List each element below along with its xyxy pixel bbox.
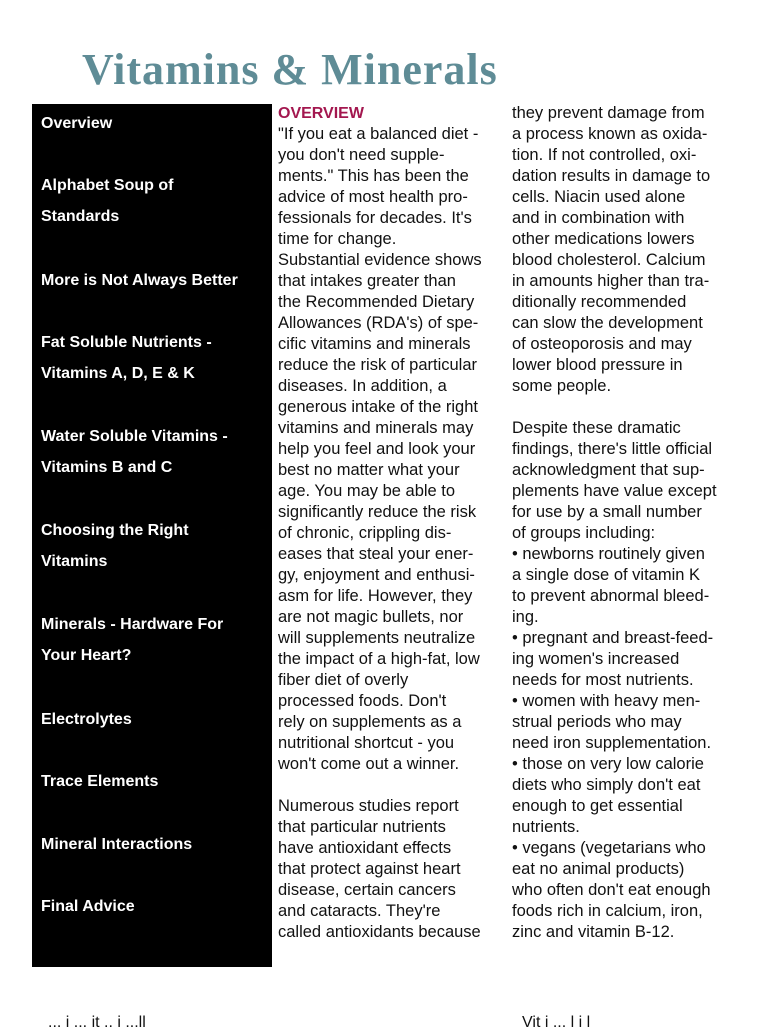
nav-final-advice[interactable]: Final Advice (41, 898, 135, 915)
nav-choosing-vitamins[interactable]: Choosing the Right Vitamins (41, 522, 189, 570)
nav-electrolytes[interactable]: Electrolytes (41, 711, 132, 728)
page-title: Vitamins & Minerals (82, 45, 498, 94)
section-heading: OVERVIEW (278, 105, 364, 122)
nav-overview[interactable]: Overview (41, 115, 113, 132)
paragraph: Despite these dramatic findings, there's little official acknowledgment that sup- plements have value except for use by a small number of groups including: • newborns routinely given a single dose of vitamin K to prevent abnormal bleed- ing. • pregnant and breast-feed- ing women's increased needs for most nutrients. • women with heavy men- strual periods who may need iron supplementation. • those on very low calorie diets who simply don't eat enough to get essential nutrients. • vegans (vegetarians who eat no animal products) who often don't eat enough foods rich in calcium, iron, zinc and vitamin B-12. (512, 419, 717, 941)
paragraph: "If you eat a balanced diet - you don't need supple- ments." This has been the advice of most health pro- fessionals for decades. It's time for change. Substantial evidence shows that intakes greater than the Recommended Dietary Allowances (RDA's) of spe- cific vitamins and minerals reduce the risk of particular diseases. In addition, a generous intake of the right vitamins and minerals may help you feel and look your best no matter what your age. You may be able to significantly reduce the risk of chronic, crippling dis- eases that steal your ener- gy, enjoyment and enthusi- asm for life. However, they are not magic bullets, nor will supplements neutralize the impact of a high-fat, low fiber diet of overly processed foods. Don't rely on supplements as a nutritional shortcut - you won't come out a winner. (278, 125, 482, 773)
sidebar-nav (32, 104, 272, 967)
paragraph: they prevent damage from a process known as oxida- tion. If not controlled, oxi- dation results in damage to cells. Niacin used alone and in combination with other medications lowers blood cholesterol. Calcium in amounts higher than tra- ditionally recommended can slow the development of osteoporosis and may lower blood pressure in some people. (512, 104, 711, 395)
paragraph: Numerous studies report that particular nutrients have antioxidant effects that protect against heart disease, certain cancers and cataracts. They're called antioxidants because (278, 797, 481, 941)
nav-fat-soluble[interactable]: Fat Soluble Nutrients - Vitamins A, D, E & K (41, 334, 212, 382)
cut-off-text-left: ... i ... it .. i ...ll (48, 1014, 146, 1031)
nav-alphabet-soup[interactable]: Alphabet Soup of Standards (41, 177, 174, 225)
article-column-2 (512, 103, 746, 943)
article-column-1 (278, 103, 500, 943)
cut-off-text-right: Vit i ... l i l (522, 1014, 591, 1031)
nav-more-is-not-better[interactable]: More is Not Always Better (41, 272, 238, 289)
nav-trace-elements[interactable]: Trace Elements (41, 773, 159, 790)
nav-water-soluble[interactable]: Water Soluble Vitamins - Vitamins B and C (41, 428, 228, 476)
nav-mineral-interactions[interactable]: Mineral Interactions (41, 836, 193, 853)
nav-minerals-hardware[interactable]: Minerals - Hardware For Your Heart? (41, 616, 224, 664)
